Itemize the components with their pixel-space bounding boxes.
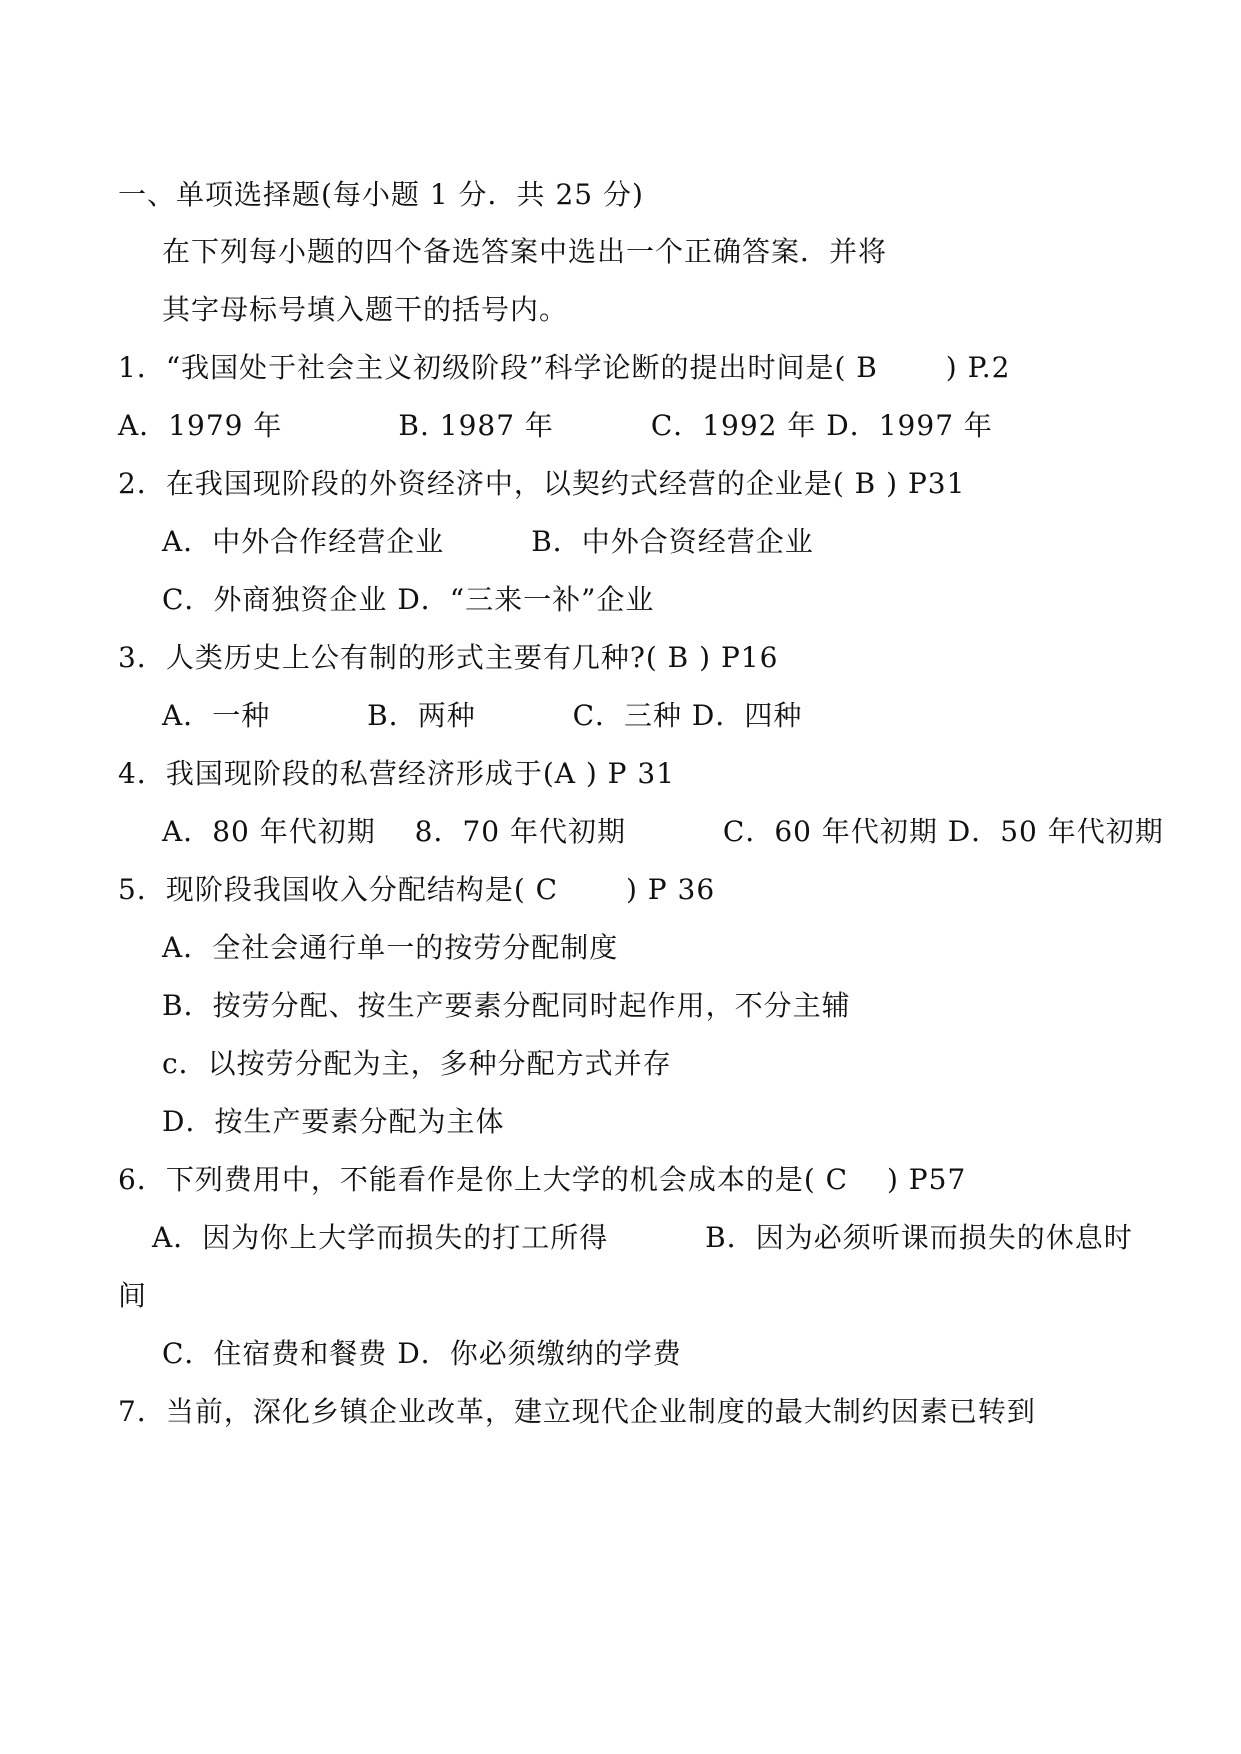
question-5-stem: 5．现阶段我国收入分配结构是( C ) P 36 [118, 873, 716, 906]
instructions-line-1: 在下列每小题的四个备选答案中选出一个正确答案．并将 [162, 235, 888, 268]
instructions-line-2: 其字母标号填入题干的括号内。 [162, 293, 569, 326]
question-5-option-b: B．按劳分配、按生产要素分配同时起作用，不分主辅 [162, 989, 851, 1022]
question-3-options: A．一种 B．两种 C．三种 D．四种 [162, 699, 803, 732]
question-6-options-line-2: C．住宿费和餐费 D．你必须缴纳的学费 [162, 1337, 682, 1370]
question-7-stem: 7．当前，深化乡镇企业改革，建立现代企业制度的最大制约因素已转到 [118, 1395, 1036, 1428]
question-1-options: A．1979 年 B. 1987 年 C．1992 年 D．1997 年 [118, 409, 993, 442]
question-2-options-line-1: A．中外合作经营企业 B．中外合资经营企业 [162, 525, 814, 558]
question-5-option-a: A．全社会通行单一的按劳分配制度 [162, 931, 619, 964]
question-1-stem: 1．“我国处于社会主义初级阶段”科学论断的提出时间是( B ) P.2 [118, 351, 1011, 384]
question-4-options: A．80 年代初期 8．70 年代初期 C．60 年代初期 D．50 年代初期 [162, 815, 1164, 848]
question-6-stem: 6．下列费用中，不能看作是你上大学的机会成本的是( C ) P57 [118, 1163, 967, 1196]
question-2-stem: 2．在我国现阶段的外资经济中，以契约式经营的企业是( B ) P31 [118, 467, 966, 500]
question-6-options-line-1-wrap: 间 [118, 1279, 148, 1312]
question-4-stem: 4．我国现阶段的私营经济形成于(A ) P 31 [118, 757, 676, 790]
question-5-option-d: D．按生产要素分配为主体 [162, 1105, 505, 1138]
question-3-stem: 3．人类历史上公有制的形式主要有几种?( B ) P16 [118, 641, 779, 674]
section-title: 一、单项选择题(每小题 1 分．共 25 分) [118, 178, 644, 211]
question-2-options-line-2: C．外商独资企业 D．“三来一补”企业 [162, 583, 655, 616]
question-6-options-line-1: A．因为你上大学而损失的打工所得 B．因为必须听课而损失的休息时 [152, 1221, 1133, 1254]
question-5-option-c: c．以按劳分配为主，多种分配方式并存 [162, 1047, 672, 1080]
